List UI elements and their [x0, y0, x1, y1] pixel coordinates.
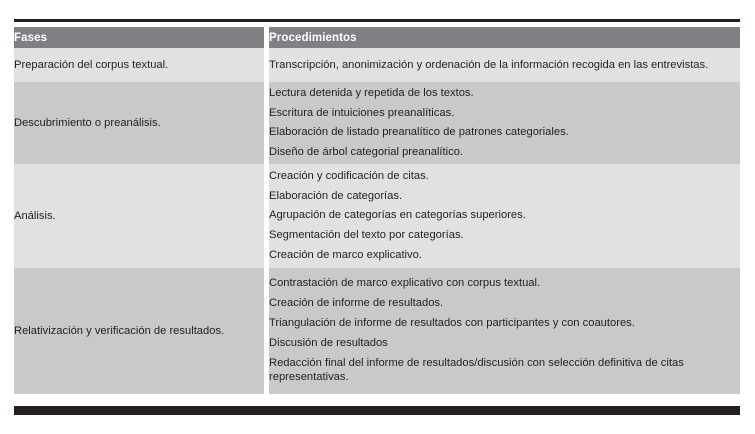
fase-cell: Descubrimiento o preanálisis. — [14, 82, 264, 164]
procedimientos-list — [269, 83, 740, 162]
table-bottom-rule — [14, 406, 740, 415]
list-item: Triangulación de informe de resultados con participantes y con coautores. — [269, 317, 635, 329]
list-item: Elaboración de categorías. — [269, 189, 403, 202]
list-item: Escritura de intuiciones preanalíticas. — [269, 106, 455, 119]
list-item: Redacción final del informe de resultados/discusión con selección definitiva de citas representativas. — [269, 356, 684, 384]
table-body — [14, 48, 740, 394]
list-item: Segmentación del texto por categorías. — [269, 229, 464, 242]
list-item: Diseño de árbol categorial preanalítico. — [269, 146, 464, 159]
fase-cell: Análisis. — [14, 164, 264, 268]
procedimientos-list — [269, 166, 740, 265]
fases-procedimientos-table — [14, 27, 740, 394]
list-item: Discusión de resultados — [269, 336, 388, 349]
procedimientos-list — [269, 55, 740, 75]
table-row — [14, 164, 740, 268]
fase-cell: Relativización y verificación de resultados. — [14, 268, 264, 394]
list-item: Creación de informe de resultados. — [269, 297, 444, 310]
procedimientos-cell — [269, 268, 740, 394]
list-item: Lectura detenida y repetida de los textos. — [269, 86, 474, 99]
list-item: Transcripción, anonimización y ordenación de la información recogida en las entrevistas. — [269, 58, 709, 71]
table-top-rule — [14, 19, 740, 22]
list-item: Creación y codificación de citas. — [269, 169, 429, 182]
column-header-procedimientos: Procedimientos — [269, 27, 740, 48]
column-header-fases: Fases — [14, 27, 264, 48]
list-item: Creación de marco explicativo. — [269, 248, 422, 261]
fase-cell: Preparación del corpus textual. — [14, 48, 264, 82]
table-row — [14, 48, 740, 82]
procedimientos-list — [269, 274, 740, 388]
procedimientos-cell — [269, 48, 740, 82]
table-header — [14, 27, 740, 48]
table-header-row — [14, 27, 740, 48]
list-item: Contrastación de marco explicativo con corpus textual. — [269, 277, 541, 290]
table-row — [14, 268, 740, 394]
procedimientos-cell — [269, 164, 740, 268]
procedimientos-cell — [269, 82, 740, 164]
table-row — [14, 82, 740, 164]
list-item: Agrupación de categorías en categorías superiores. — [269, 209, 526, 222]
list-item: Elaboración de listado preanalítico de patrones categoriales. — [269, 126, 569, 139]
